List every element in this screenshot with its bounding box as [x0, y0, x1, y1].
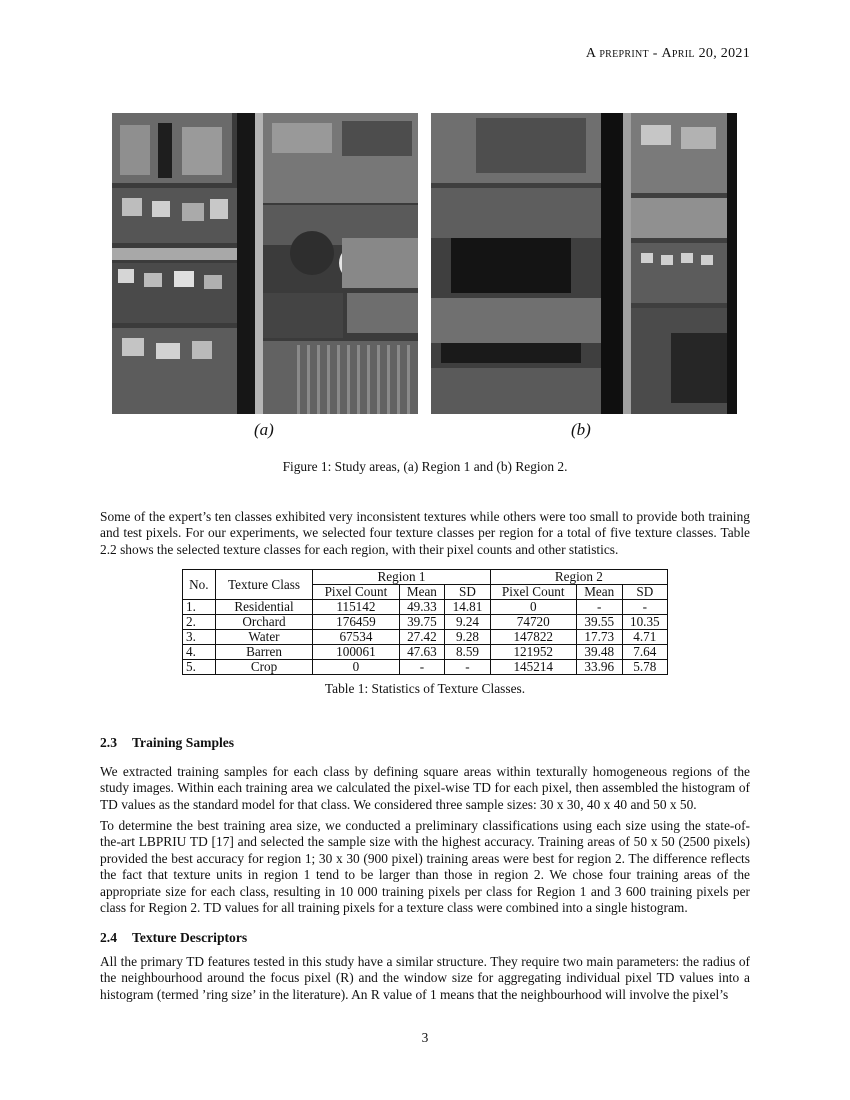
cell-r1-count: 67534 [313, 630, 399, 645]
cell-r2-count: 145214 [490, 660, 576, 675]
cell-no: 3. [183, 630, 216, 645]
cell-r1-mean: 39.75 [399, 615, 445, 630]
table-row [183, 645, 668, 660]
cell-r2-sd: - [622, 600, 667, 615]
table-row [183, 630, 668, 645]
cell-r1-sd: 9.24 [445, 615, 490, 630]
table-caption: Table 1: Statistics of Texture Classes. [324, 681, 526, 696]
cell-class: Barren [215, 645, 313, 660]
header-separator: - [648, 46, 662, 61]
cell-r2-count: 121952 [490, 645, 576, 660]
col-header-region-1: Region 1 [313, 570, 490, 585]
cell-r1-sd: 14.81 [445, 600, 490, 615]
training-samples-paragraph-2: To determine the best training area size, we conducted a preliminary classifications using each size using the state-of-the-art LBPRIU TD [17] and selected the sample size with the highest accuracy. Training areas of 50 x 50 (2500 pixels) provided the best accuracy for region 1; 30 x 30 (900 pixel) training areas were best for region 2. The difference reflects the fact that texture units in region 1 tend to be larger than those in region 2. We chose four training areas of the appropriate size for each class, resulting in 10 000 training pixels per class for Region 1 and 3 600 training pixels per class for Region 2. TD values for all training pixels for a texture class were combined into a single histogram. [100, 818, 750, 916]
cell-r1-count: 115142 [313, 600, 399, 615]
running-header [586, 46, 750, 62]
cell-r2-mean: - [576, 600, 622, 615]
section-title: Texture Descriptors [132, 930, 248, 945]
figure-label-b: (b) [571, 420, 591, 439]
cell-r1-count: 0 [313, 660, 399, 675]
figure-caption: Figure 1: Study areas, (a) Region 1 and (b) Region 2. [282, 459, 568, 474]
cell-r2-sd: 5.78 [622, 660, 667, 675]
intro-paragraph: Some of the expert’s ten classes exhibited very inconsistent textures while others were too small to provide both training and test pixels. For our experiments, we selected four texture classes per region for a total of five texture classes. Table 2.2 shows the selected texture classes for each region, with their pixel counts and other statistics. [100, 509, 750, 557]
cell-r1-mean: 47.63 [399, 645, 445, 660]
cell-r1-sd: 9.28 [445, 630, 490, 645]
cell-r1-count: 100061 [313, 645, 399, 660]
cell-r2-sd: 4.71 [622, 630, 667, 645]
cell-no: 5. [183, 660, 216, 675]
cell-r2-mean: 39.48 [576, 645, 622, 660]
cell-r1-count: 176459 [313, 615, 399, 630]
cell-class: Residential [215, 600, 313, 615]
subheader-r1-mean: Mean [399, 585, 445, 600]
subheader-r2-sd: SD [622, 585, 667, 600]
cell-r2-count: 147822 [490, 630, 576, 645]
cell-r2-count: 74720 [490, 615, 576, 630]
section-number: 2.4 [100, 930, 117, 945]
cell-r1-sd: - [445, 660, 490, 675]
cell-r2-sd: 10.35 [622, 615, 667, 630]
figure-image-region-2 [431, 113, 737, 414]
col-header-no: No. [183, 570, 216, 600]
cell-no: 2. [183, 615, 216, 630]
cell-r2-sd: 7.64 [622, 645, 667, 660]
cell-class: Orchard [215, 615, 313, 630]
section-number: 2.3 [100, 735, 117, 750]
cell-r2-mean: 39.55 [576, 615, 622, 630]
cell-r1-mean: - [399, 660, 445, 675]
figure-image-region-1 [112, 113, 418, 414]
cell-r1-mean: 27.42 [399, 630, 445, 645]
subheader-r1-sd: SD [445, 585, 490, 600]
cell-r2-mean: 17.73 [576, 630, 622, 645]
table-row [183, 615, 668, 630]
cell-r1-mean: 49.33 [399, 600, 445, 615]
figure-label-a: (a) [254, 420, 274, 439]
table-row [183, 600, 668, 615]
header-date: April 20, 2021 [661, 46, 750, 61]
texture-descriptors-paragraph: All the primary TD features tested in this study have a similar structure. They require two main parameters: the radius of the neighbourhood around the focus pixel (R) and the window size for aggregating individual pixel TD values into a histogram (termed ’ring size’ in the literature). An R value of 1 means that the neighbourhood will involve the pixel’s [100, 954, 750, 1002]
texture-stats-table [182, 569, 668, 675]
table-row [183, 660, 668, 675]
cell-no: 4. [183, 645, 216, 660]
section-heading-texture-descriptors [100, 930, 247, 946]
cell-r1-sd: 8.59 [445, 645, 490, 660]
cell-no: 1. [183, 600, 216, 615]
subheader-r2-mean: Mean [576, 585, 622, 600]
subheader-r1-pixel-count: Pixel Count [313, 585, 399, 600]
training-samples-paragraph-1: We extracted training samples for each class by defining square areas within texturally homogeneous regions of the study images. Within each training area we calculated the pixel-wise TD for each pixel, then assembled the histogram of TD values as the standard model for that class. We considered three sample sizes: 30 x 30, 40 x 40 and 50 x 50. [100, 764, 750, 812]
cell-r2-count: 0 [490, 600, 576, 615]
section-title: Training Samples [132, 735, 235, 750]
table-header-row [183, 570, 668, 585]
header-prefix: A preprint [585, 46, 649, 61]
section-heading-training-samples [100, 735, 234, 751]
cell-class: Water [215, 630, 313, 645]
col-header-class: Texture Class [215, 570, 313, 600]
cell-class: Crop [215, 660, 313, 675]
page-number: 3 [421, 1030, 429, 1045]
col-header-region-2: Region 2 [490, 570, 667, 585]
subheader-r2-pixel-count: Pixel Count [490, 585, 576, 600]
cell-r2-mean: 33.96 [576, 660, 622, 675]
